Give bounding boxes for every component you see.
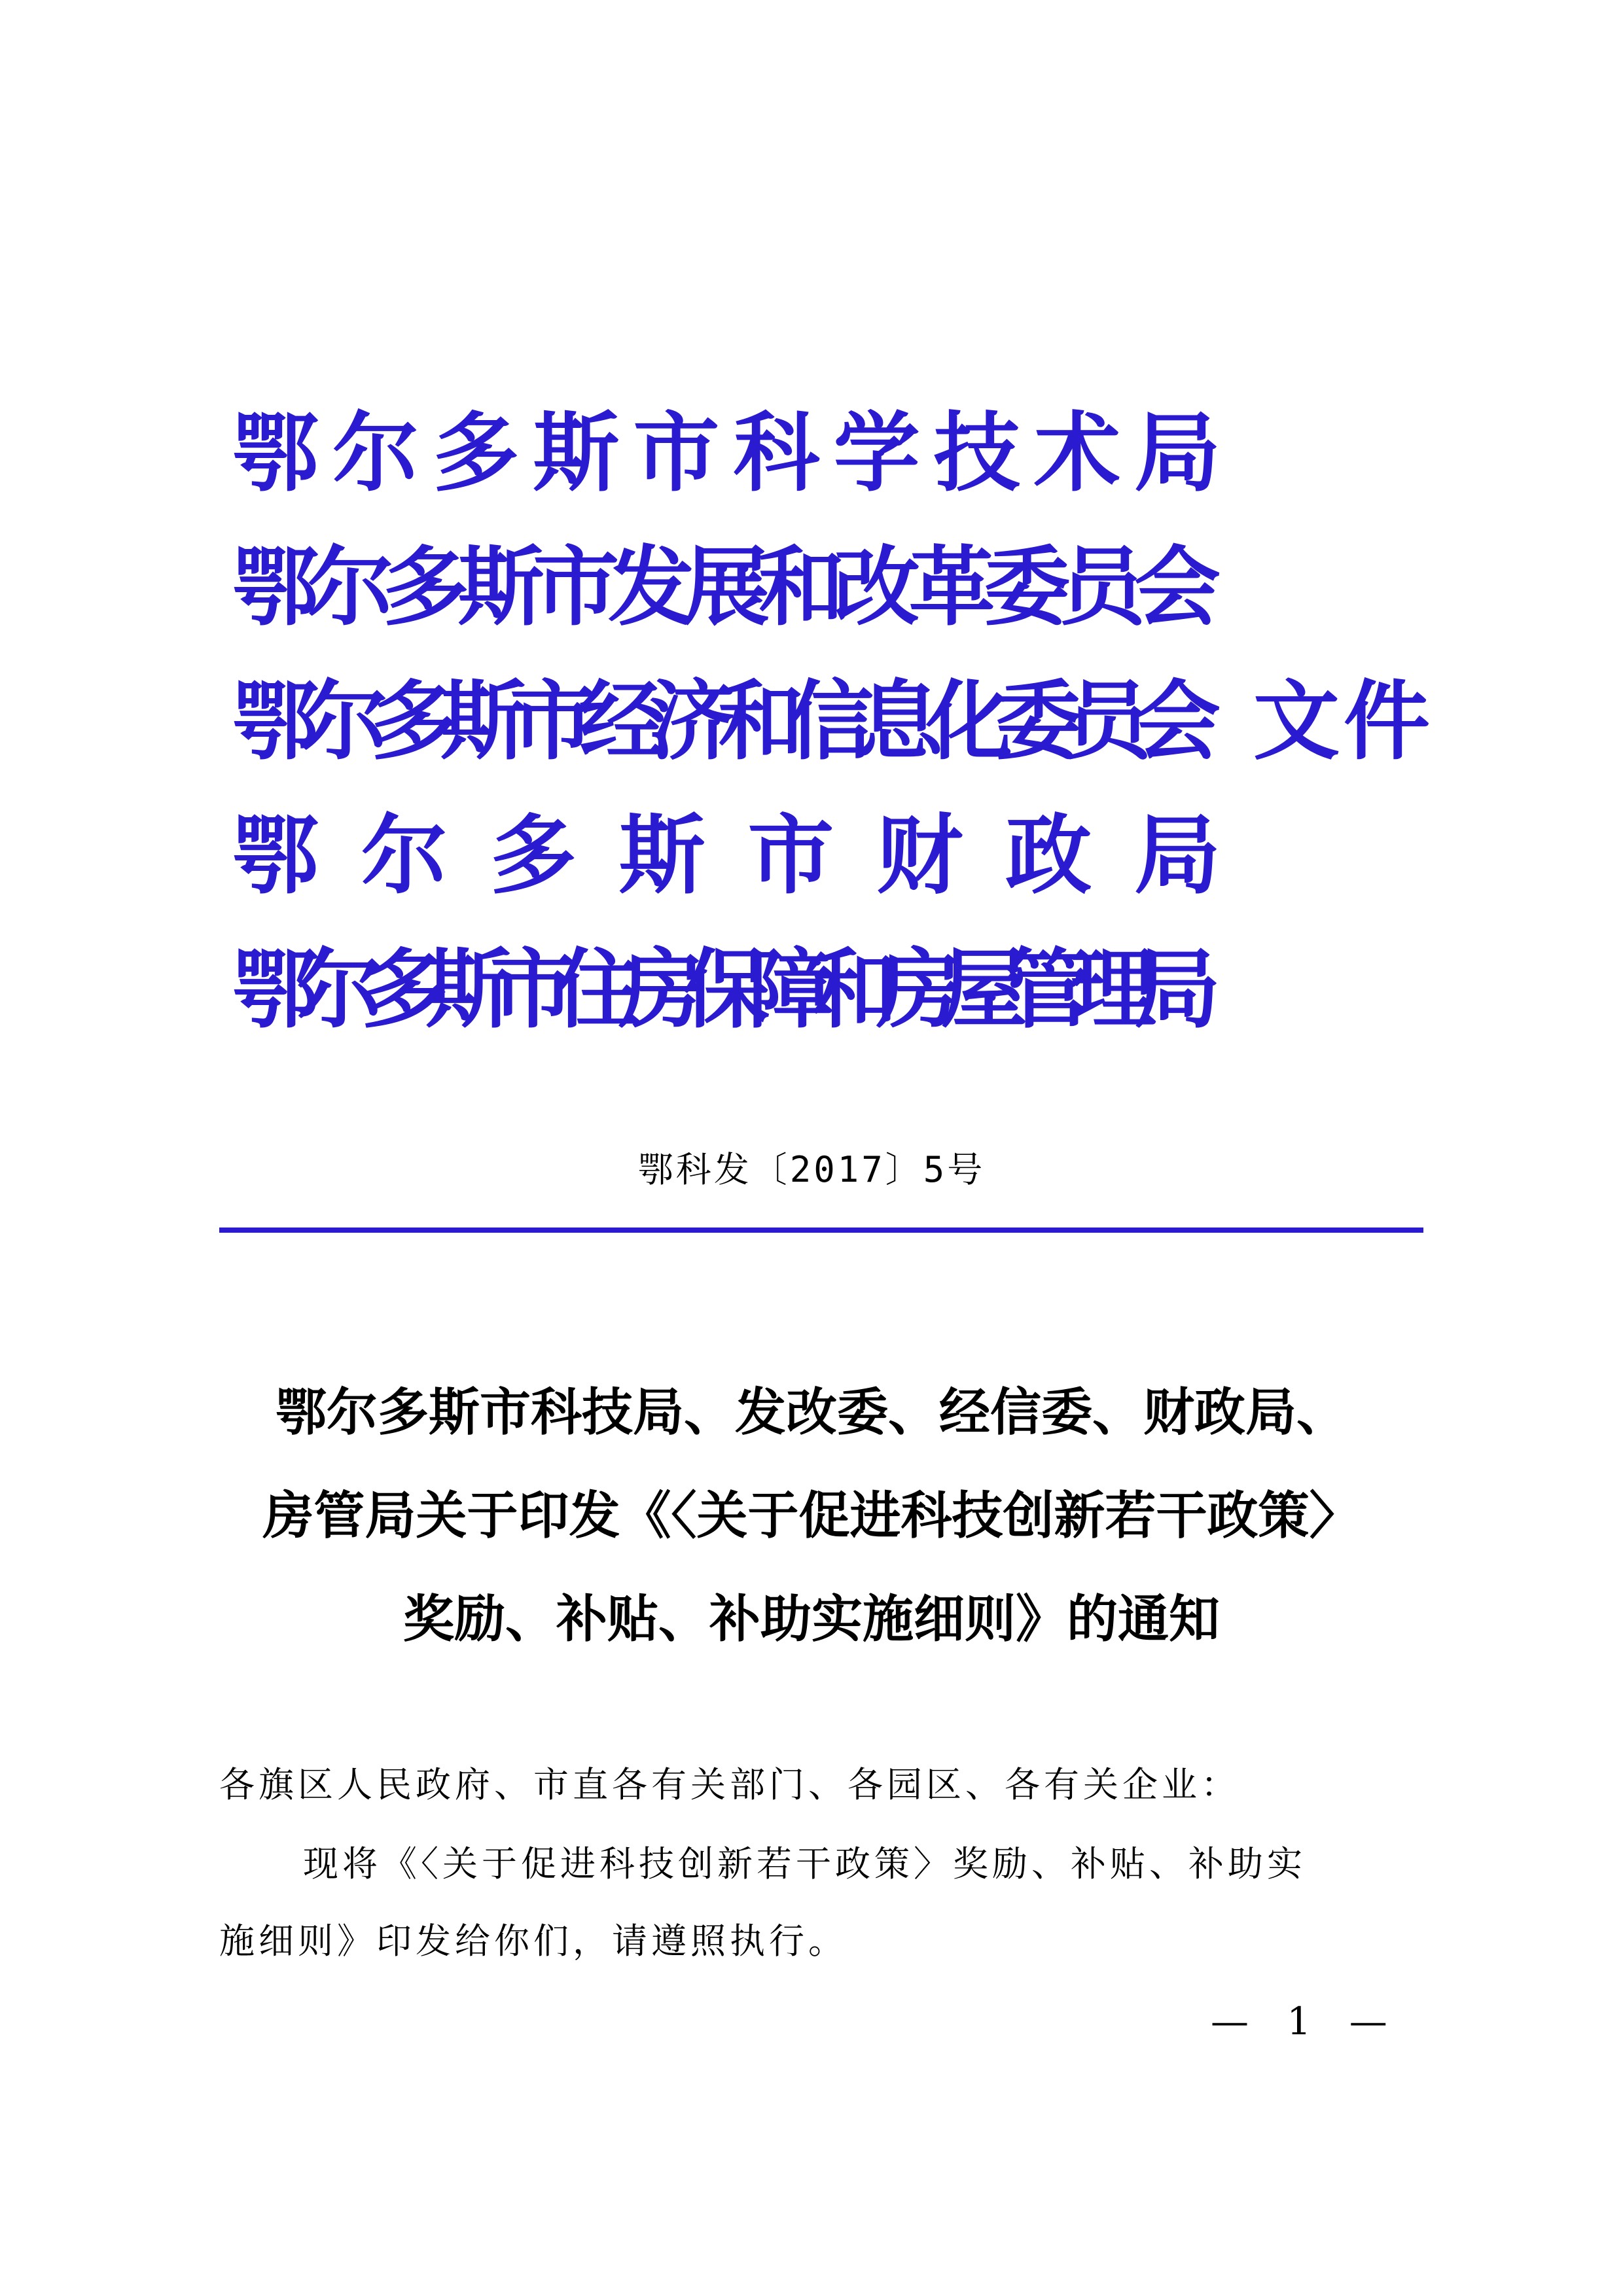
issuer-char: 局	[1134, 805, 1221, 906]
issuer-char: 化	[926, 671, 1012, 772]
issuer-char: 鄂	[232, 402, 319, 504]
issuer-char: 鄂	[232, 537, 319, 638]
issuer-line	[232, 520, 1515, 654]
issuer-char: 尔	[361, 805, 448, 906]
issuer-line	[232, 386, 1515, 520]
issuer-char: 和	[812, 939, 899, 1040]
issuer-char: 房	[618, 939, 705, 1040]
issuer-char: 尔	[332, 402, 419, 504]
issuer-char: 多	[382, 537, 469, 638]
issuer-char: 展	[683, 537, 770, 638]
issuer-char: 鄂	[232, 671, 319, 772]
issuer-char: 鄂	[232, 805, 319, 906]
issuer-char: 屋	[940, 939, 1027, 1040]
issuer-char: 市	[490, 939, 577, 1040]
issuer-char: 市	[633, 402, 720, 504]
issuer-line	[232, 923, 1515, 1057]
issuer-char: 发	[608, 537, 695, 638]
issuer-char: 革	[908, 537, 995, 638]
issuer-char: 委	[984, 537, 1071, 638]
issuer-char: 多	[361, 939, 448, 1040]
issuer-char: 住	[554, 939, 641, 1040]
document-number: 鄂科发〔2017〕5号	[637, 1149, 986, 1190]
issuer-char: 局	[1134, 939, 1221, 1040]
issuer-char: 多	[490, 805, 577, 906]
document-title	[131, 1361, 1492, 1671]
page-number: — 1 —	[1211, 1999, 1400, 2043]
issuer-char: 经	[579, 671, 666, 772]
issuer-char: 市	[533, 537, 620, 638]
issuer-char: 财	[876, 805, 963, 906]
issuer-char: 障	[747, 939, 834, 1040]
document-type-label: 文件	[1253, 671, 1434, 772]
issuer-char: 斯	[533, 402, 620, 504]
issuer-char: 尔	[302, 671, 388, 772]
issuer-char: 改	[833, 537, 920, 638]
issuer-char: 局	[1134, 402, 1221, 504]
issuer-char: 和	[758, 537, 845, 638]
issuer-char: 保	[683, 939, 770, 1040]
issuer-char: 多	[433, 402, 520, 504]
issuer-block	[232, 386, 1515, 1057]
salutation: 各旗区人民政府、市直各有关部门、各园区、各有关企业：	[219, 1764, 1240, 1805]
issuer-char: 委	[995, 671, 1082, 772]
issuer-line	[232, 788, 1515, 923]
issuer-char: 学	[833, 402, 920, 504]
issuer-char: 员	[1065, 671, 1151, 772]
issuer-char: 尔	[307, 537, 394, 638]
issuer-char: 斯	[440, 671, 527, 772]
title-line: 奖励、补贴、补助实施细则》的通知	[402, 1589, 1220, 1649]
issuer-char: 管	[1005, 939, 1092, 1040]
issuer-char: 鄂	[232, 939, 319, 1040]
issuer-char: 会	[1134, 537, 1221, 638]
issuer-char: 员	[1059, 537, 1146, 638]
issuer-char: 政	[1005, 805, 1092, 906]
issuer-char: 多	[371, 671, 457, 772]
issuer-char: 斯	[618, 805, 705, 906]
issuer-char: 会	[1134, 671, 1221, 772]
header-divider	[219, 1227, 1423, 1233]
issuer-char: 市	[510, 671, 596, 772]
issuer-char: 市	[747, 805, 834, 906]
issuer-char: 济	[649, 671, 735, 772]
body-paragraph	[219, 1826, 1423, 1980]
issuer-char: 斯	[425, 939, 512, 1040]
issuer-char: 和	[718, 671, 804, 772]
issuer-char: 房	[876, 939, 963, 1040]
body-line: 现将《〈关于促进科技创新若干政策〉奖励、补贴、补助实	[303, 1843, 1306, 1884]
title-line: 房管局关于印发《〈关于促进科技创新若干政策〉	[262, 1486, 1361, 1545]
issuer-char: 信	[787, 671, 874, 772]
title-line: 鄂尔多斯市科技局、发改委、经信委、财政局、	[275, 1383, 1347, 1442]
issuer-char: 息	[857, 671, 943, 772]
issuer-char: 理	[1069, 939, 1156, 1040]
issuer-char: 尔	[296, 939, 383, 1040]
body-line: 施细则》印发给你们，请遵照执行。	[219, 1920, 847, 1962]
issuer-char: 术	[1033, 402, 1120, 504]
issuer-char: 科	[733, 402, 820, 504]
issuer-char: 斯	[457, 537, 544, 638]
issuer-char: 技	[933, 402, 1020, 504]
issuer-line	[232, 654, 1515, 788]
